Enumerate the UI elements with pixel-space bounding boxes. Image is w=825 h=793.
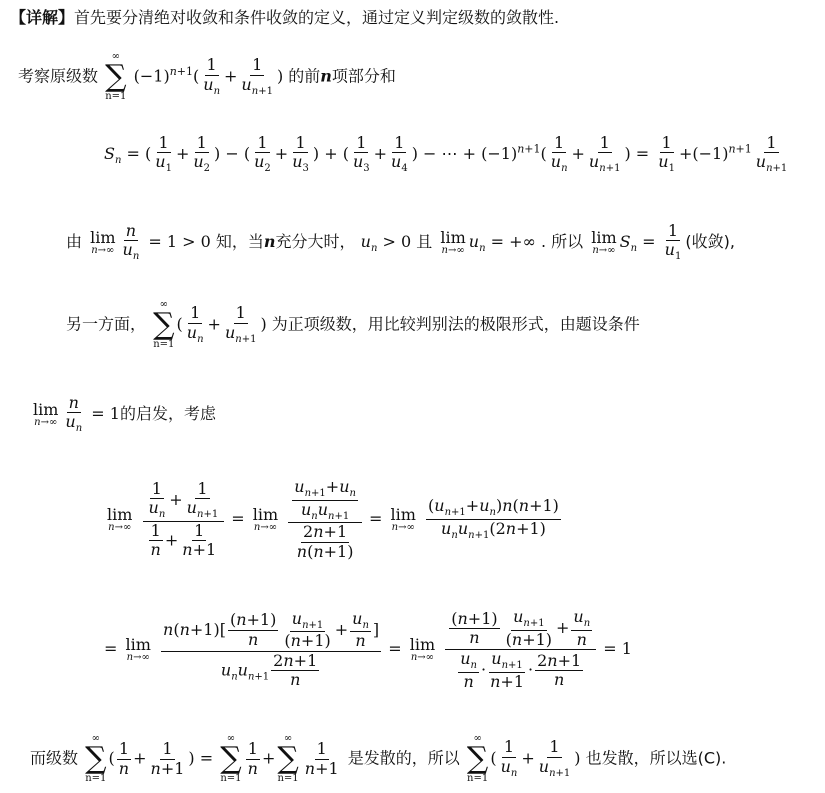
paragraph-5: 而级数 ∞ ∑ n=1 ( $\frac{1}{n}$ + $\frac{1}{n+1}$ ) = ∞ ∑ n=1 $\frac{1}{n}$ + ∞ ∑ n=1 $\frac{1}{n+1}$ 是发散的，所以 ∞ ∑ n=1 ( $\frac{1}{u_n}$ + $\frac{1}{u_{n+1}}$ ) 也发散，所以选(C).	[30, 733, 727, 784]
paragraph-4: lim n→∞ $\frac{n}{u_n}$ = 1的启发，考虑	[33, 393, 216, 435]
paragraph-2: 由 lim n→∞ $\frac{n}{u_n}$ = 1 > 0 知，当n充分大时， $u_n > 0$ 且 lim n→∞ $u_n$ = +∞ . 所以 lim n→∞ $S_n$ = $\frac{1}{u_1}$ (收敛),	[66, 221, 735, 263]
fraction: $\frac{1}{u_n}$	[203, 55, 221, 98]
para3-tail: 为正项级数，用比较判别法的极限形式，由题设条件	[271, 314, 640, 334]
para4-tail: 的启发，考虑	[119, 404, 216, 424]
para1-tail2: 项部分和	[331, 66, 396, 86]
para2-f: (收敛),	[685, 232, 735, 252]
para2-e: . 所以	[540, 232, 584, 252]
para2-b: 知，当	[215, 232, 264, 252]
partial-sum-equation: $S_n$ = ( $\frac{1}{u_1}$ + $\frac{1}{u_2}$ ) − ( $\frac{1}{u_2}$ + $\frac{1}{u_3}$ ) + ( $\frac{1}{u_3}$ + $\frac{1}{u_4}$ ) − ⋯ + $(-1)^{n+1}$( $\frac{1}{u_n}$ + $\frac{1}{u_{n+1}}$ ) = $\frac{1}{u_1}$ $+(-1)^{n+1}$ $\frac{1}{u_{n+1}}$	[104, 133, 788, 175]
limit-equation-2: = lim n→∞ n(n+1)[ $\frac{(n+1)}{n}$ $\frac{u_{n+1}}{(n+1)}$ + $\frac{u_n}{n}$ ] $u_nu_{n+1}$ $\frac{2n+1}{n}$ = lim n→∞ $\frac{(n+1)}{n}$ $\frac{u_{n+1}}{(n+1)}$ + $\frac{u_n}{n}$ $\frac{u_n}{n}$ · $\frac{u_{n+1}}{n+1}$ · $\frac{2n+1}{n}$ = 1	[104, 607, 632, 691]
header-intro: 首先要分清绝对收敛和条件收敛的定义，通过定义判定级数的敛散性.	[74, 8, 560, 27]
header-line	[10, 10, 559, 26]
para3-lead: 另一方面，	[66, 314, 147, 334]
para1-lead: 考察原级数	[18, 66, 99, 86]
para1-tail: 的前	[288, 66, 321, 86]
header-tag: 【详解】	[10, 8, 75, 27]
para2-a: 由	[66, 232, 83, 252]
limit-equation-1: lim n→∞ $\frac{1}{u_n}$ + $\frac{1}{u_{n+1}}$ $\frac{1}{n}$ + $\frac{1}{n+1}$ = lim n→∞ $\frac{\frac{u_{n+1}+u_n}{u_nu_{n+1}}}{\frac{2n+1}{n(n+1)}}$ = lim n→∞ $\frac{(u_{n+1}+u_n)n(n+1)}{u_nu_{n+1}(2n+1)}$	[107, 477, 559, 561]
para2-c: 充分大时，	[275, 232, 356, 252]
paragraph-3: 另一方面， ∞ ∑ n=1 ( $\frac{1}{u_n}$ + $\frac{1}{u_{n+1}}$ ) 为正项级数，用比较判别法的极限形式，由题设条件	[66, 299, 640, 350]
fraction: $\frac{1}{u_{n+1}}$	[241, 55, 273, 98]
para2-d: 且	[416, 232, 433, 252]
para5-tail: 也发散，所以选(C).	[585, 748, 727, 768]
sum-symbol: ∞ ∑ n=1	[105, 51, 127, 102]
var-n: n	[320, 66, 332, 86]
paragraph-1: 考察原级数 ∞ ∑ n=1 $(-1)^{n+1}$( $\frac{1}{u_n}$ + $\frac{1}{u_{n+1}}$ ) 的前n项部分和	[18, 51, 396, 102]
para5-mid: 是发散的，所以	[347, 748, 460, 768]
para5-lead: 而级数	[30, 748, 79, 768]
